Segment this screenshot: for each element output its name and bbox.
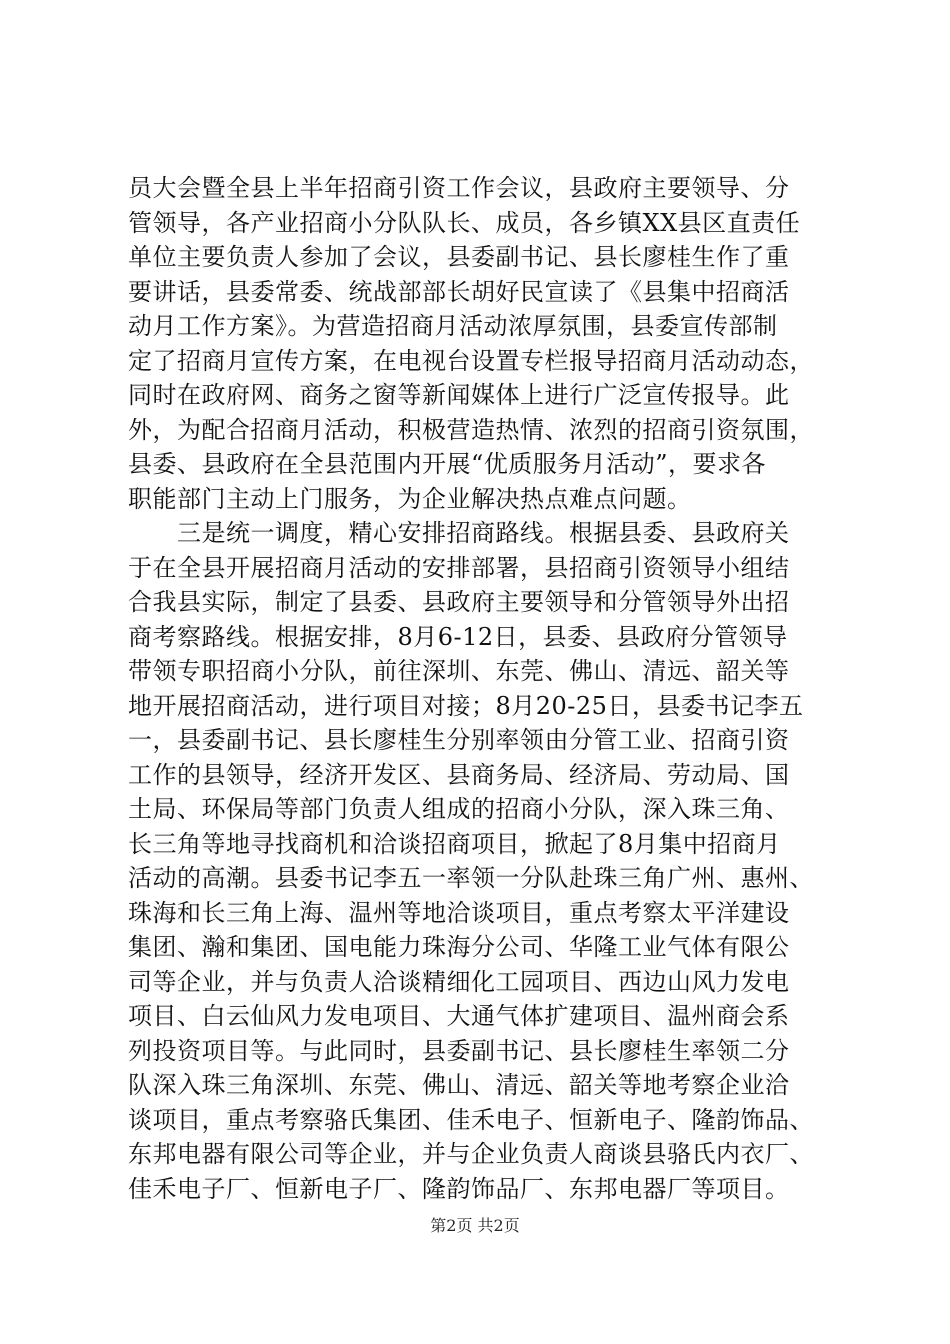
text-line: 县委、县政府在全县范围内开展“优质服务月活动”，要求各	[128, 450, 767, 478]
text-line: 带领专职招商小分队，前往深圳、东莞、佛山、清远、韶关等	[128, 657, 790, 685]
text-line: 于在全县开展招商月活动的安排部署，县招商引资领导小组结	[128, 553, 790, 582]
text-line: 一，县委副书记、县长廖桂生分别率领由分管工业、招商引资	[128, 726, 790, 754]
text-line: 员大会暨全县上半年招商引资工作会议，县政府主要领导、分	[128, 174, 790, 202]
text-line: 要讲话，县委常委、统战部部长胡好民宣读了《县集中招商活	[128, 277, 790, 306]
text-line: 定了招商月宣传方案，在电视台设置专栏报导招商月活动动态，	[128, 346, 814, 375]
text-line: 土局、环保局等部门负责人组成的招商小分队，深入珠三角、	[128, 795, 790, 823]
text-line: 动月工作方案》。为营造招商月活动浓厚氛围，县委宣传部制	[128, 312, 778, 340]
text-line: 职能部门主动上门服务，为企业解决热点难点问题。	[128, 484, 692, 513]
text-line: 长三角等地寻找商机和洽谈招商项目，掀起了8月集中招商月	[128, 829, 781, 858]
text-line: 项目、白云仙风力发电项目、大通气体扩建项目、温州商会系	[128, 1002, 790, 1030]
text-line: 地开展招商活动，进行项目对接；8月20-25日，县委书记李五	[128, 691, 804, 720]
text-line: 管领导，各产业招商小分队队长、成员，各乡镇XX县区直责任	[128, 208, 801, 237]
text-line: 集团、瀚和集团、国电能力珠海分公司、华隆工业气体有限公	[128, 933, 790, 961]
text-line: 司等企业，并与负责人洽谈精细化工园项目、西边山风力发电	[128, 967, 790, 996]
text-line: 佳禾电子厂、恒新电子厂、隆韵饰品厂、东邦电器厂等项目。	[128, 1174, 790, 1203]
text-line: 三是统一调度，精心安排招商路线。根据县委、县政府关	[128, 519, 790, 547]
text-line: 商考察路线。根据安排，8月6-12日，县委、县政府分管领导	[128, 622, 788, 651]
text-line: 单位主要负责人参加了会议，县委副书记、县长廖桂生作了重	[128, 243, 790, 271]
text-line: 队深入珠三角深圳、东莞、佛山、清远、韶关等地考察企业洽	[128, 1071, 790, 1099]
text-line: 谈项目，重点考察骆氏集团、佳禾电子、恒新电子、隆韵饰品、	[128, 1105, 814, 1134]
text-line: 活动的高潮。县委书记李五一率领一分队赴珠三角广州、惠州、	[128, 864, 814, 892]
text-line: 工作的县领导，经济开发区、县商务局、经济局、劳动局、国	[128, 760, 790, 789]
page-number-footer: 第2页 共2页	[430, 1216, 520, 1235]
text-line: 合我县实际，制定了县委、县政府主要领导和分管领导外出招	[128, 588, 790, 616]
body-text	[128, 171, 828, 1206]
text-line: 珠海和长三角上海、温州等地洽谈项目，重点考察太平洋建设	[128, 898, 790, 927]
text-line: 同时在政府网、商务之窗等新闻媒体上进行广泛宣传报导。此	[128, 381, 790, 409]
text-line: 外，为配合招商月活动，积极营造热情、浓烈的招商引资氛围，	[128, 415, 814, 444]
text-line: 列投资项目等。与此同时，县委副书记、县长廖桂生率领二分	[128, 1036, 790, 1065]
text-line: 东邦电器有限公司等企业，并与企业负责人商谈县骆氏内衣厂、	[128, 1140, 814, 1168]
